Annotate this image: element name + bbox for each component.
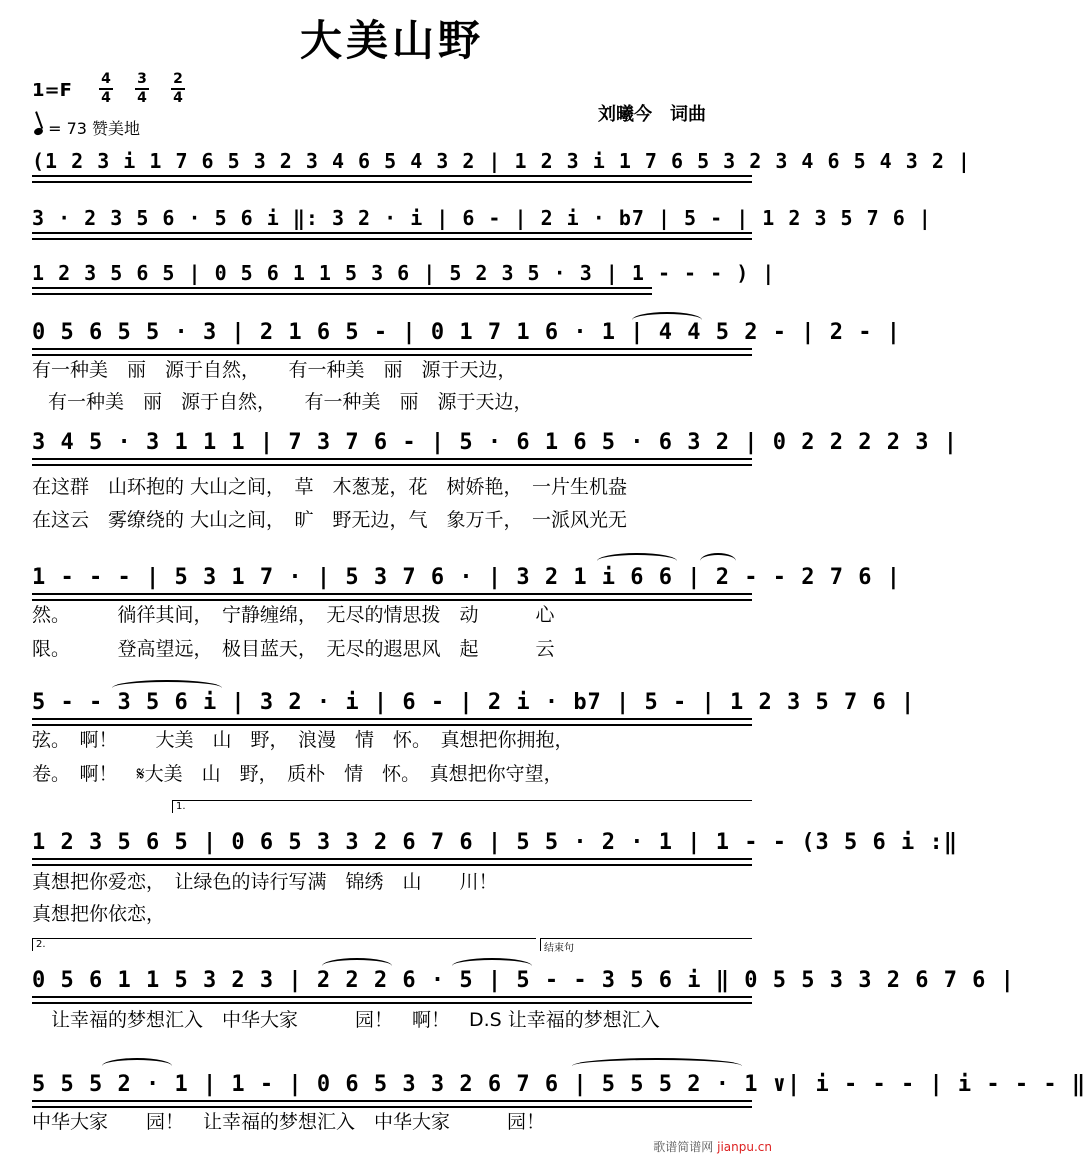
- beam-underline: [32, 593, 752, 601]
- watermark: [653, 1138, 772, 1155]
- volta-1-bracket: 1.: [172, 800, 752, 813]
- meter-bottom: 4: [101, 90, 111, 106]
- song-title: 大美山野: [299, 16, 484, 65]
- notation-line: 1 2 3 5 6 5 | 0 6 5 3 3 2 6 7 6 | 5 5 · 2 · 1 | 1 - - (3 5 6 i :‖: [32, 830, 958, 855]
- beam-underline: [32, 996, 752, 1004]
- tempo-marking: [34, 116, 140, 139]
- beam-underline: [32, 348, 752, 356]
- notation-line: (1 2 3 i 1 7 6 5 3 2 3 4 6 5 4 3 2 | 1 2 3 i 1 7 6 5 3 2 3 4 6 5 4 3 2 |: [32, 149, 971, 173]
- lyric-verse-2: 限。 登高望远， 极目蓝天， 无尽的遐思风 起 云: [32, 638, 555, 660]
- notation-line: 0 5 6 1 1 5 3 2 3 | 2 2 2 6 · 5 | 5 - - 3 5 6 i ‖ 0 5 5 3 3 2 6 7 6 |: [32, 968, 1015, 993]
- key-signature: 1=F: [32, 80, 72, 101]
- meter-top: 3: [137, 71, 147, 87]
- score-row-2: [32, 205, 932, 245]
- notation-line: 5 5 5 2 · 1 | 1 - | 0 6 5 3 3 2 6 7 6 | 5 5 5 2 · 1 ∨| i - - - | i - - - ‖: [32, 1072, 1086, 1097]
- beam-underline: [32, 1100, 752, 1108]
- lyric-verse-1: 有一种美 丽 源于自然， 有一种美 丽 源于天边，: [32, 359, 517, 381]
- score-row-4: [32, 320, 901, 420]
- lyric-verse-2: 有一种美 丽 源于自然， 有一种美 丽 源于天边，: [48, 391, 533, 413]
- tempo-text: = 73 赞美地: [48, 119, 141, 138]
- score-row-10: [32, 1072, 1086, 1142]
- ending-label: 结束句: [540, 938, 752, 951]
- beam-underline: [32, 175, 752, 183]
- lyric-verse-1: 然。 徜徉其间， 宁静缠绵， 无尽的情思拨 动 心: [32, 604, 555, 626]
- meter-top: 2: [173, 71, 183, 87]
- score-row-5: [32, 430, 958, 531]
- meter-bottom: 4: [173, 90, 183, 106]
- composer: 刘曦今 词曲: [598, 104, 706, 125]
- watermark-url: jianpu.cn: [717, 1140, 772, 1154]
- notation-line: 0 5 6 5 5 · 3 | 2 1 6 5 - | 0 1 7 1 6 · 1 | 4 4 5 2 - | 2 - |: [32, 320, 901, 345]
- lyric-verse-2: 卷。 啊！ 𝄋大美 山 野， 质朴 情 怀。 真想把你守望，: [32, 763, 563, 785]
- beam-underline: [32, 718, 752, 726]
- notation-line: 3 4 5 · 3 1 1 1 | 7 3 7 6 - | 5 · 6 1 6 5 · 6 3 2 | 0 2 2 2 2 3 |: [32, 430, 958, 455]
- meter-bottom: 4: [137, 90, 147, 106]
- score-row-7: [32, 690, 916, 790]
- lyric-verse-2: 在这云 雾缭绕的 大山之间， 旷 野无边，气 象万千， 一派风光无: [32, 509, 628, 531]
- lyric-verse-1: 弦。 啊！ 大美 山 野， 浪漫 情 怀。 真想把你拥抱，: [32, 729, 574, 751]
- quarter-note-icon: [33, 127, 44, 137]
- lyric-verse-1: 在这群 山环抱的 大山之间， 草 木葱茏，花 树娇艳， 一片生机盎: [32, 476, 628, 498]
- notation-line: 3 · 2 3 5 6 · 5 6 i ‖: 3 2 · i | 6 - | 2 i · b7 | 5 - | 1 2 3 5 7 6 |: [32, 206, 932, 230]
- score-row-1: [32, 148, 971, 188]
- notation-line: 1 - - - | 5 3 1 7 · | 5 3 7 6 · | 3 2 1 i 6 6 | 2 - - 2 7 6 |: [32, 565, 901, 590]
- notation-line: 5 - - 3 5 6 i | 3 2 · i | 6 - | 2 i · b7 | 5 - | 1 2 3 5 7 6 |: [32, 690, 916, 715]
- watermark-site: 歌谱简谱网: [653, 1140, 714, 1154]
- score-row-6: [32, 565, 901, 665]
- lyric-verse-2: 真想把你依恋，: [32, 903, 166, 925]
- lyric-verse-1: 中华大家 园！ 让幸福的梦想汇入 中华大家 园！: [32, 1111, 546, 1133]
- lyric-verse-1: 让幸福的梦想汇入 中华大家 园！ 啊！ D.S 让幸福的梦想汇入: [32, 1009, 660, 1031]
- meter-3-4: [134, 72, 150, 106]
- score-row-8: [32, 830, 958, 930]
- meter-top: 4: [101, 71, 111, 87]
- score-row-3: [32, 260, 776, 300]
- lyric-verse-1: 真想把你爱恋， 让绿色的诗行写满 锦绣 山 川！: [32, 871, 498, 893]
- beam-underline: [32, 858, 752, 866]
- score-row-9: [32, 968, 1015, 1038]
- beam-underline: [32, 458, 752, 466]
- beam-underline: [32, 232, 752, 240]
- meter-4-4: [98, 72, 114, 106]
- volta-2-bracket: 2.: [32, 938, 536, 951]
- notation-line: 1 2 3 5 6 5 | 0 5 6 1 1 5 3 6 | 5 2 3 5 · 3 | 1 - - - ) |: [32, 261, 776, 285]
- beam-underline: [32, 287, 652, 295]
- meter-2-4: [170, 72, 186, 106]
